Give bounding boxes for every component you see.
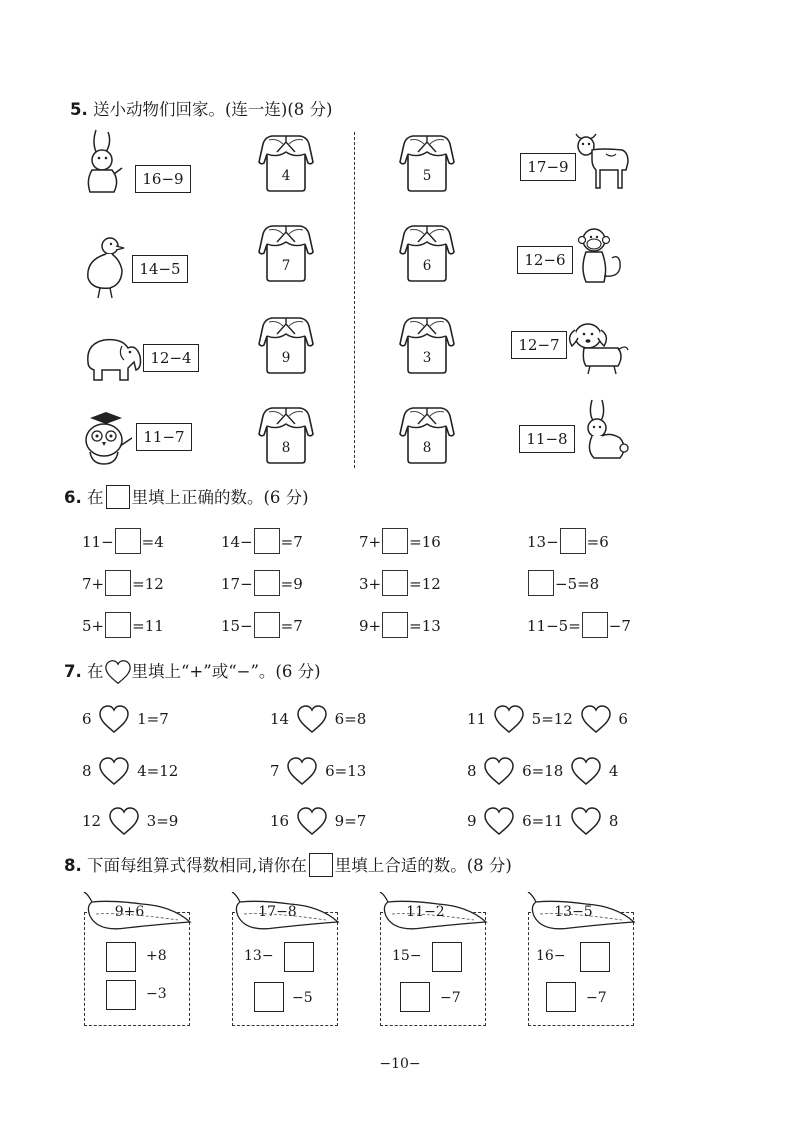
expr-box: 11−8 — [519, 425, 575, 453]
heart-answer-icon[interactable] — [286, 756, 318, 786]
question-8-title — [64, 852, 512, 877]
leaf-expression: 13−5 — [554, 904, 593, 920]
house — [396, 314, 458, 376]
equation: 8 6=18 4 — [467, 756, 618, 786]
answer-box[interactable] — [254, 982, 284, 1012]
heart-answer-icon[interactable] — [296, 806, 328, 836]
house-number: 8 — [281, 440, 291, 456]
question-text: 里填上“+”或“−”。(6 分) — [131, 662, 321, 681]
question-number: 7. — [64, 662, 82, 681]
question-text: 在 — [87, 488, 104, 507]
question-7-title — [64, 658, 321, 685]
house-icon — [396, 132, 458, 194]
house-number: 7 — [281, 258, 291, 274]
answer-box[interactable] — [400, 982, 430, 1012]
answer-box[interactable] — [546, 982, 576, 1012]
rabbit-cartoon-icon — [74, 128, 130, 198]
heart-answer-icon[interactable] — [570, 756, 602, 786]
question-text: 下面每组算式得数相同,请你在 — [87, 856, 307, 875]
house — [396, 404, 458, 466]
house — [255, 132, 317, 194]
elephant-icon — [80, 322, 146, 392]
equation: 15− =7 — [221, 612, 303, 638]
heart-icon — [104, 659, 132, 685]
expr-box: 12−7 — [511, 331, 567, 359]
page-number: −10− — [379, 1056, 421, 1072]
heart-answer-icon[interactable] — [296, 704, 328, 734]
house — [396, 132, 458, 194]
answer-box[interactable] — [382, 612, 408, 638]
answer-box[interactable] — [382, 570, 408, 596]
question-5-title — [70, 96, 333, 120]
equation: 9 6=11 8 — [467, 806, 618, 836]
expr-box: 12−6 — [517, 246, 573, 274]
question-number: 5. — [70, 100, 88, 119]
question-number: 8. — [64, 856, 82, 875]
leaf-expression: 17−8 — [258, 904, 297, 920]
equation: 5+ =11 — [82, 612, 164, 638]
expr-box: 11−7 — [136, 423, 192, 451]
house-icon — [396, 404, 458, 466]
house-number: 9 — [281, 350, 291, 366]
house — [255, 314, 317, 376]
monkey-icon — [574, 222, 628, 292]
rabbit-icon — [576, 396, 630, 466]
puppy-icon — [566, 316, 632, 386]
leaf-card: 9+6 +8 −3 — [84, 892, 188, 1025]
heart-answer-icon[interactable] — [483, 806, 515, 836]
house — [255, 222, 317, 284]
heart-answer-icon[interactable] — [98, 756, 130, 786]
duck-icon — [78, 232, 134, 302]
answer-box[interactable] — [106, 980, 136, 1010]
heart-answer-icon[interactable] — [570, 806, 602, 836]
house-number: 3 — [422, 350, 432, 366]
equation: 14 6=8 — [270, 704, 366, 734]
equation: 7+ =16 — [359, 528, 441, 554]
answer-box[interactable] — [560, 528, 586, 554]
expr-box: 17−9 — [520, 153, 576, 181]
heart-answer-icon[interactable] — [493, 704, 525, 734]
leaf-card: 13−5 16− −7 — [528, 892, 632, 1025]
house-number: 5 — [422, 168, 432, 184]
heart-answer-icon[interactable] — [108, 806, 140, 836]
answer-box[interactable] — [115, 528, 141, 554]
equation: 17− =9 — [221, 570, 303, 596]
question-text: 在 — [87, 662, 104, 681]
heart-answer-icon[interactable] — [483, 756, 515, 786]
equation: 11 5=12 6 — [467, 704, 628, 734]
equation: 13− =6 — [527, 528, 609, 554]
divider-line — [354, 132, 355, 468]
leaf-card: 17−8 13− −5 — [232, 892, 336, 1025]
house — [255, 404, 317, 466]
leaf-expression: 9+6 — [114, 904, 145, 920]
house-icon — [396, 314, 458, 376]
question-number: 6. — [64, 488, 82, 507]
expr-box: 12−4 — [143, 344, 199, 372]
cow-icon — [572, 126, 632, 196]
house-number: 4 — [281, 168, 291, 184]
equation: 14− =7 — [221, 528, 303, 554]
house-number: 8 — [422, 440, 432, 456]
house-icon — [255, 222, 317, 284]
answer-box[interactable] — [382, 528, 408, 554]
answer-box[interactable] — [580, 942, 610, 972]
answer-box-icon — [309, 853, 333, 877]
answer-box[interactable] — [105, 570, 131, 596]
answer-box[interactable] — [432, 942, 462, 972]
question-text: 送小动物们回家。(连一连)(8 分) — [93, 100, 333, 119]
house-icon — [255, 404, 317, 466]
equation: 11−5= −7 — [527, 612, 631, 638]
equation: 7+ =12 — [82, 570, 164, 596]
expr-box: 16−9 — [135, 165, 191, 193]
house-number: 6 — [422, 258, 432, 274]
answer-box[interactable] — [105, 612, 131, 638]
house-icon — [255, 314, 317, 376]
equation: 9+ =13 — [359, 612, 441, 638]
answer-box[interactable] — [106, 942, 136, 972]
answer-box-icon — [106, 485, 130, 509]
house — [396, 222, 458, 284]
answer-box[interactable] — [254, 612, 280, 638]
leaf-expression: 11−2 — [406, 904, 445, 920]
answer-box[interactable] — [528, 570, 554, 596]
equation: 8 4=12 — [82, 756, 178, 786]
answer-box[interactable] — [254, 570, 280, 596]
leaf-card: 11−2 15− −7 — [380, 892, 484, 1025]
equation: −5=8 — [527, 570, 599, 596]
house-icon — [396, 222, 458, 284]
equation: 16 9=7 — [270, 806, 366, 836]
equation: 12 3=9 — [82, 806, 178, 836]
answer-box[interactable] — [284, 942, 314, 972]
answer-box[interactable] — [254, 528, 280, 554]
equation: 6 1=7 — [82, 704, 169, 734]
equation: 11− =4 — [82, 528, 164, 554]
equation: 3+ =12 — [359, 570, 441, 596]
question-text: 里填上合适的数。(8 分) — [334, 856, 512, 875]
expr-box: 14−5 — [132, 255, 188, 283]
owl-doctor-icon — [76, 406, 132, 476]
house-icon — [255, 132, 317, 194]
question-6-title — [64, 484, 309, 509]
equation: 7 6=13 — [270, 756, 366, 786]
question-text: 里填上正确的数。(6 分) — [131, 488, 309, 507]
heart-answer-icon[interactable] — [98, 704, 130, 734]
answer-box[interactable] — [582, 612, 608, 638]
heart-answer-icon[interactable] — [580, 704, 612, 734]
